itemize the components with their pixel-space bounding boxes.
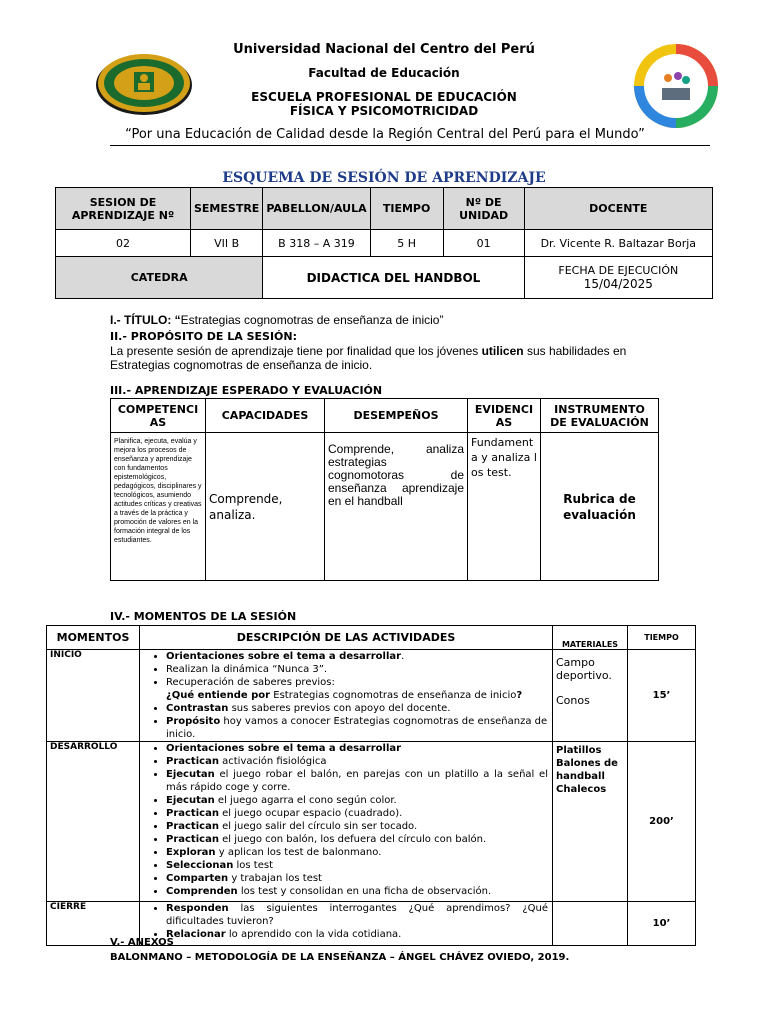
inicio-activity-verb: Contrastan <box>166 703 229 714</box>
desarrollo-activity-item <box>166 885 548 898</box>
cierre-activity-text: lo aprendido con la vida cotidiana. <box>225 929 402 940</box>
inicio-activity-verb: Propósito <box>166 716 221 727</box>
header-aula: PABELLON/AULA <box>263 188 370 230</box>
desarrollo-activity-item <box>166 768 548 794</box>
header-descripcion: DESCRIPCIÓN DE LAS ACTIVIDADES <box>140 626 553 650</box>
cierre-activity-item <box>166 928 548 941</box>
desarrollo-activity-item <box>166 742 548 755</box>
desarrollo-activity-verb: Comprenden <box>166 886 238 897</box>
inicio-activity-text: hoy vamos a conocer Estrategias cognomotras de enseñanza de inicio. <box>166 716 548 740</box>
desarrollo-activity-text: el juego salir del círculo sin ser tocado. <box>218 821 418 832</box>
inicio-materiales <box>553 650 628 742</box>
desarrollo-material-3: Chalecos <box>556 784 607 795</box>
value-unidad: 01 <box>443 230 524 257</box>
section-title-label: I.- TÍTULO: “ <box>110 313 181 327</box>
desarrollo-tiempo: 200’ <box>628 742 696 902</box>
fecha-label: FECHA DE EJECUCIÓN <box>558 264 679 277</box>
header-unidad: Nº DE UNIDAD <box>443 188 524 230</box>
school-line-2: FÍSICA Y PSICOMOTRICIDAD <box>289 104 479 118</box>
fecha-cell <box>524 257 712 299</box>
value-docente: Dr. Vicente R. Baltazar Borja <box>524 230 712 257</box>
moments-table <box>46 625 696 946</box>
desarrollo-activity-text: activación fisiológica <box>218 756 327 767</box>
header-momentos: MOMENTOS <box>47 626 140 650</box>
value-aula: B 318 – A 319 <box>263 230 370 257</box>
desarrollo-activity-item <box>166 755 548 768</box>
catedra-label: CATEDRA <box>56 257 263 299</box>
session-info-table <box>55 187 713 299</box>
desarrollo-activity-item <box>166 859 548 872</box>
header-docente: DOCENTE <box>524 188 712 230</box>
cierre-activity-text: las siguientes interrogantes ¿Qué aprendimos? ¿Qué dificultades tuvieron? <box>166 903 548 927</box>
capacidad-text: Comprende, analiza. <box>206 433 325 581</box>
header-desempenos: DESEMPEÑOS <box>325 399 468 433</box>
header-evidencias: EVIDENCIAS <box>468 399 541 433</box>
cierre-list <box>144 902 548 941</box>
header-semester: SEMESTRE <box>191 188 263 230</box>
inicio-activity-item <box>166 715 548 741</box>
purpose-text-bold: utilicen <box>481 344 524 358</box>
school-circular-logo <box>632 42 720 130</box>
purpose-text-b: sus habilidades en Estrategias cognomotras de enseñanza de inicio. <box>110 344 627 372</box>
desarrollo-activity-verb: Practican <box>166 821 219 832</box>
desarrollo-activity-item <box>166 833 548 846</box>
inicio-activity-text: sus saberes previos con apoyo del docente. <box>228 703 451 714</box>
motto: “Por una Educación de Calidad desde la Región Central del Perú para el Mundo” <box>125 127 645 142</box>
desarrollo-activity-text: el juego con balón, los defuera del círculo con balón. <box>218 834 487 845</box>
desarrollo-activities <box>140 742 553 902</box>
header-tiempo-col: TIEMPO <box>628 626 696 650</box>
cierre-tiempo: 10’ <box>628 902 696 946</box>
desarrollo-activity-item <box>166 794 548 807</box>
desarrollo-activity-item <box>166 846 548 859</box>
inicio-list <box>144 650 548 741</box>
desarrollo-materiales <box>553 742 628 902</box>
desarrollo-list <box>144 742 548 898</box>
desarrollo-activity-item <box>166 872 548 885</box>
university-name: Universidad Nacional del Centro del Perú <box>233 42 535 57</box>
university-seal-logo <box>94 50 194 116</box>
catedra-value: DIDACTICA DEL HANDBOL <box>263 257 524 299</box>
competencia-text: Planifica, ejecuta, evalúa y mejora los procesos de enseñanza y aprendizaje con fundamentos epistemológicos, pedagógicos, disciplinares y tecnológicos, asumiendo actitudes críticas y creativas a través de la práctica y promoción de valores en la formación integral de los estudiantes. <box>111 433 206 581</box>
inicio-activities <box>140 650 553 742</box>
desarrollo-activity-verb: Practican <box>166 808 219 819</box>
desarrollo-activity-verb: Ejecutan <box>166 795 215 806</box>
desempeno-text: Comprende, analiza estrategias cognomotoras de enseñanza aprendizaje en el handball <box>325 433 468 581</box>
desarrollo-activity-verb: Practican <box>166 834 219 845</box>
desarrollo-activity-text: el juego ocupar espacio (cuadrado). <box>218 808 403 819</box>
moment-inicio: INICIO <box>47 650 140 742</box>
desarrollo-activity-item <box>166 820 548 833</box>
moment-desarrollo: DESARROLLO <box>47 742 140 902</box>
cierre-activities <box>140 902 553 946</box>
inicio-activity-verb: ¿Qué entiende por <box>166 690 271 701</box>
inicio-activity-suffix: ? <box>516 690 523 701</box>
header-tiempo: TIEMPO <box>370 188 443 230</box>
desarrollo-material-1: Platillos <box>556 745 602 756</box>
header-divider <box>110 145 710 146</box>
desarrollo-activity-text: los test y consolidan en una ficha de observación. <box>237 886 492 897</box>
section-title-text: Estrategias cognomotras de enseñanza de inicio” <box>180 313 444 327</box>
section-moments-label: IV.- MOMENTOS DE LA SESIÓN <box>110 610 297 623</box>
value-tiempo: 5 H <box>370 230 443 257</box>
inicio-tiempo: 15’ <box>628 650 696 742</box>
school-line-1: ESCUELA PROFESIONAL DE EDUCACIÓN <box>251 90 517 104</box>
desarrollo-activity-verb: Ejecutan <box>166 769 215 780</box>
inicio-activity-text: Estrategias cognomotras de enseñanza de inicio <box>270 690 517 701</box>
desarrollo-activity-verb: Seleccionan <box>166 860 234 871</box>
inicio-activity-item <box>166 676 548 689</box>
desarrollo-activity-verb: Comparten <box>166 873 229 884</box>
header-competencias: COMPETENCIAS <box>111 399 206 433</box>
inicio-activity-text: Realizan la dinámica “Nunca 3”. <box>166 664 328 675</box>
inicio-material-1: Campo deportivo. <box>556 656 612 682</box>
header-instrumento: INSTRUMENTO DE EVALUACIÓN <box>541 399 659 433</box>
annex-reference: BALONMANO – METODOLOGÍA DE LA ENSEÑANZA – ÁNGEL CHÁVEZ OVIEDO, 2019. <box>110 952 570 963</box>
value-session: 02 <box>56 230 191 257</box>
inicio-activity-text: Recuperación de saberes previos: <box>166 677 335 688</box>
faculty-name: Facultad de Educación <box>308 66 460 80</box>
cierre-materiales <box>553 902 628 946</box>
cierre-activity-item <box>166 902 548 928</box>
section-purpose-text <box>110 344 670 372</box>
inicio-material-2: Conos <box>556 694 590 707</box>
section-learning-label: III.- APRENDIZAJE ESPERADO Y EVALUACIÓN <box>110 384 383 397</box>
cierre-activity-verb: Responden <box>166 903 229 914</box>
desarrollo-activity-text: el juego robar el balón, en parejas con un platillo a la señal el más rápido coge y corre. <box>166 769 548 793</box>
learning-table <box>110 398 659 581</box>
inicio-activity-item <box>166 702 548 715</box>
desarrollo-activity-text: y aplican los test de balonmano. <box>215 847 382 858</box>
inicio-activity-item <box>166 689 548 702</box>
value-semester: VII B <box>191 230 263 257</box>
section-annexes-label: V.- ANEXOS <box>110 937 174 948</box>
inicio-activity-item <box>166 650 548 663</box>
section-purpose-label: II.- PROPÓSITO DE LA SESIÓN: <box>110 330 297 343</box>
desarrollo-activity-item <box>166 807 548 820</box>
desarrollo-material-2: Balones de handball <box>556 758 618 782</box>
moment-cierre: CIERRE <box>47 902 140 946</box>
header-capacidades: CAPACIDADES <box>206 399 325 433</box>
desarrollo-activity-text: el juego agarra el cono según color. <box>214 795 397 806</box>
desarrollo-activity-verb: Practican <box>166 756 219 767</box>
purpose-text-a: La presente sesión de aprendizaje tiene por finalidad que los jóvenes <box>110 344 482 358</box>
instrumento-text: Rubrica de evaluación <box>541 433 659 581</box>
evidencia-text: Fundamenta y analiza los test. <box>468 433 541 581</box>
section-title <box>110 313 710 327</box>
inicio-activity-verb: Orientaciones sobre el tema a desarrollar <box>166 651 402 662</box>
desarrollo-activity-text: los test <box>233 860 274 871</box>
desarrollo-activity-verb: Orientaciones sobre el tema a desarrollar <box>166 743 402 754</box>
fecha-value: 15/04/2025 <box>583 277 653 291</box>
inicio-activity-item <box>166 663 548 676</box>
desarrollo-activity-verb: Exploran <box>166 847 216 858</box>
desarrollo-activity-text: y trabajan los test <box>228 873 322 884</box>
header-materiales: MATERIALES <box>553 626 628 650</box>
inicio-activity-text: . <box>401 651 405 662</box>
header-session: SESION DE APRENDIZAJE Nº <box>56 188 191 230</box>
document-title: ESQUEMA DE SESIÓN DE APRENDIZAJE <box>222 170 546 186</box>
cierre-activity-verb: Relacionar <box>166 929 226 940</box>
